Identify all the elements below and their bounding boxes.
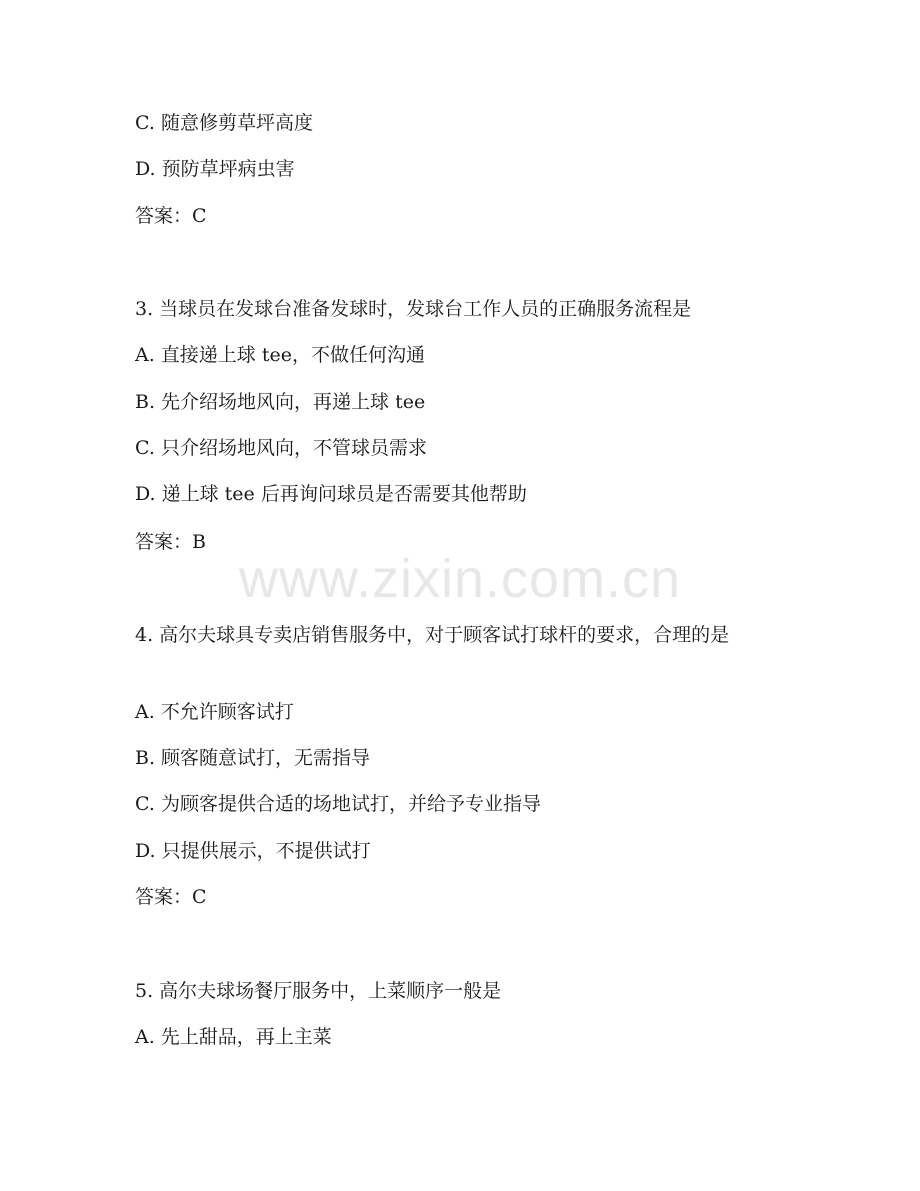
q4-option-c: C. 为顾客提供合适的场地试打，并给予专业指导 [135,793,541,815]
q3-question: 3. 当球员在发球台准备发球时，发球台工作人员的正确服务流程是 [135,298,692,320]
q4-answer: 答案：C [135,886,207,908]
q4-option-d: D. 只提供展示，不提供试打 [135,840,371,862]
q4-question: 4. 高尔夫球具专卖店销售服务中，对于顾客试打球杆的要求，合理的是 [135,624,730,646]
watermark: www.zixin.com.cn [238,549,682,609]
q3-option-b: B. 先介绍场地风向，再递上球 tee [135,391,426,413]
q3-option-c: C. 只介绍场地风向，不管球员需求 [135,437,427,459]
q3-option-a: A. 直接递上球 tee，不做任何沟通 [135,344,425,366]
q5-option-a: A. 先上甜品，再上主菜 [135,1026,332,1048]
q4-option-a: A. 不允许顾客试打 [135,701,294,723]
q3-option-d: D. 递上球 tee 后再询问球员是否需要其他帮助 [135,483,527,505]
q3-answer: 答案：B [135,531,206,553]
q5-question: 5. 高尔夫球场餐厅服务中，上菜顺序一般是 [135,980,502,1002]
q2-option-c: C. 随意修剪草坪高度 [135,112,313,134]
q2-answer: 答案：C [135,205,207,227]
q4-option-b: B. 顾客随意试打，无需指导 [135,747,371,769]
q2-option-d: D. 预防草坪病虫害 [135,158,295,180]
